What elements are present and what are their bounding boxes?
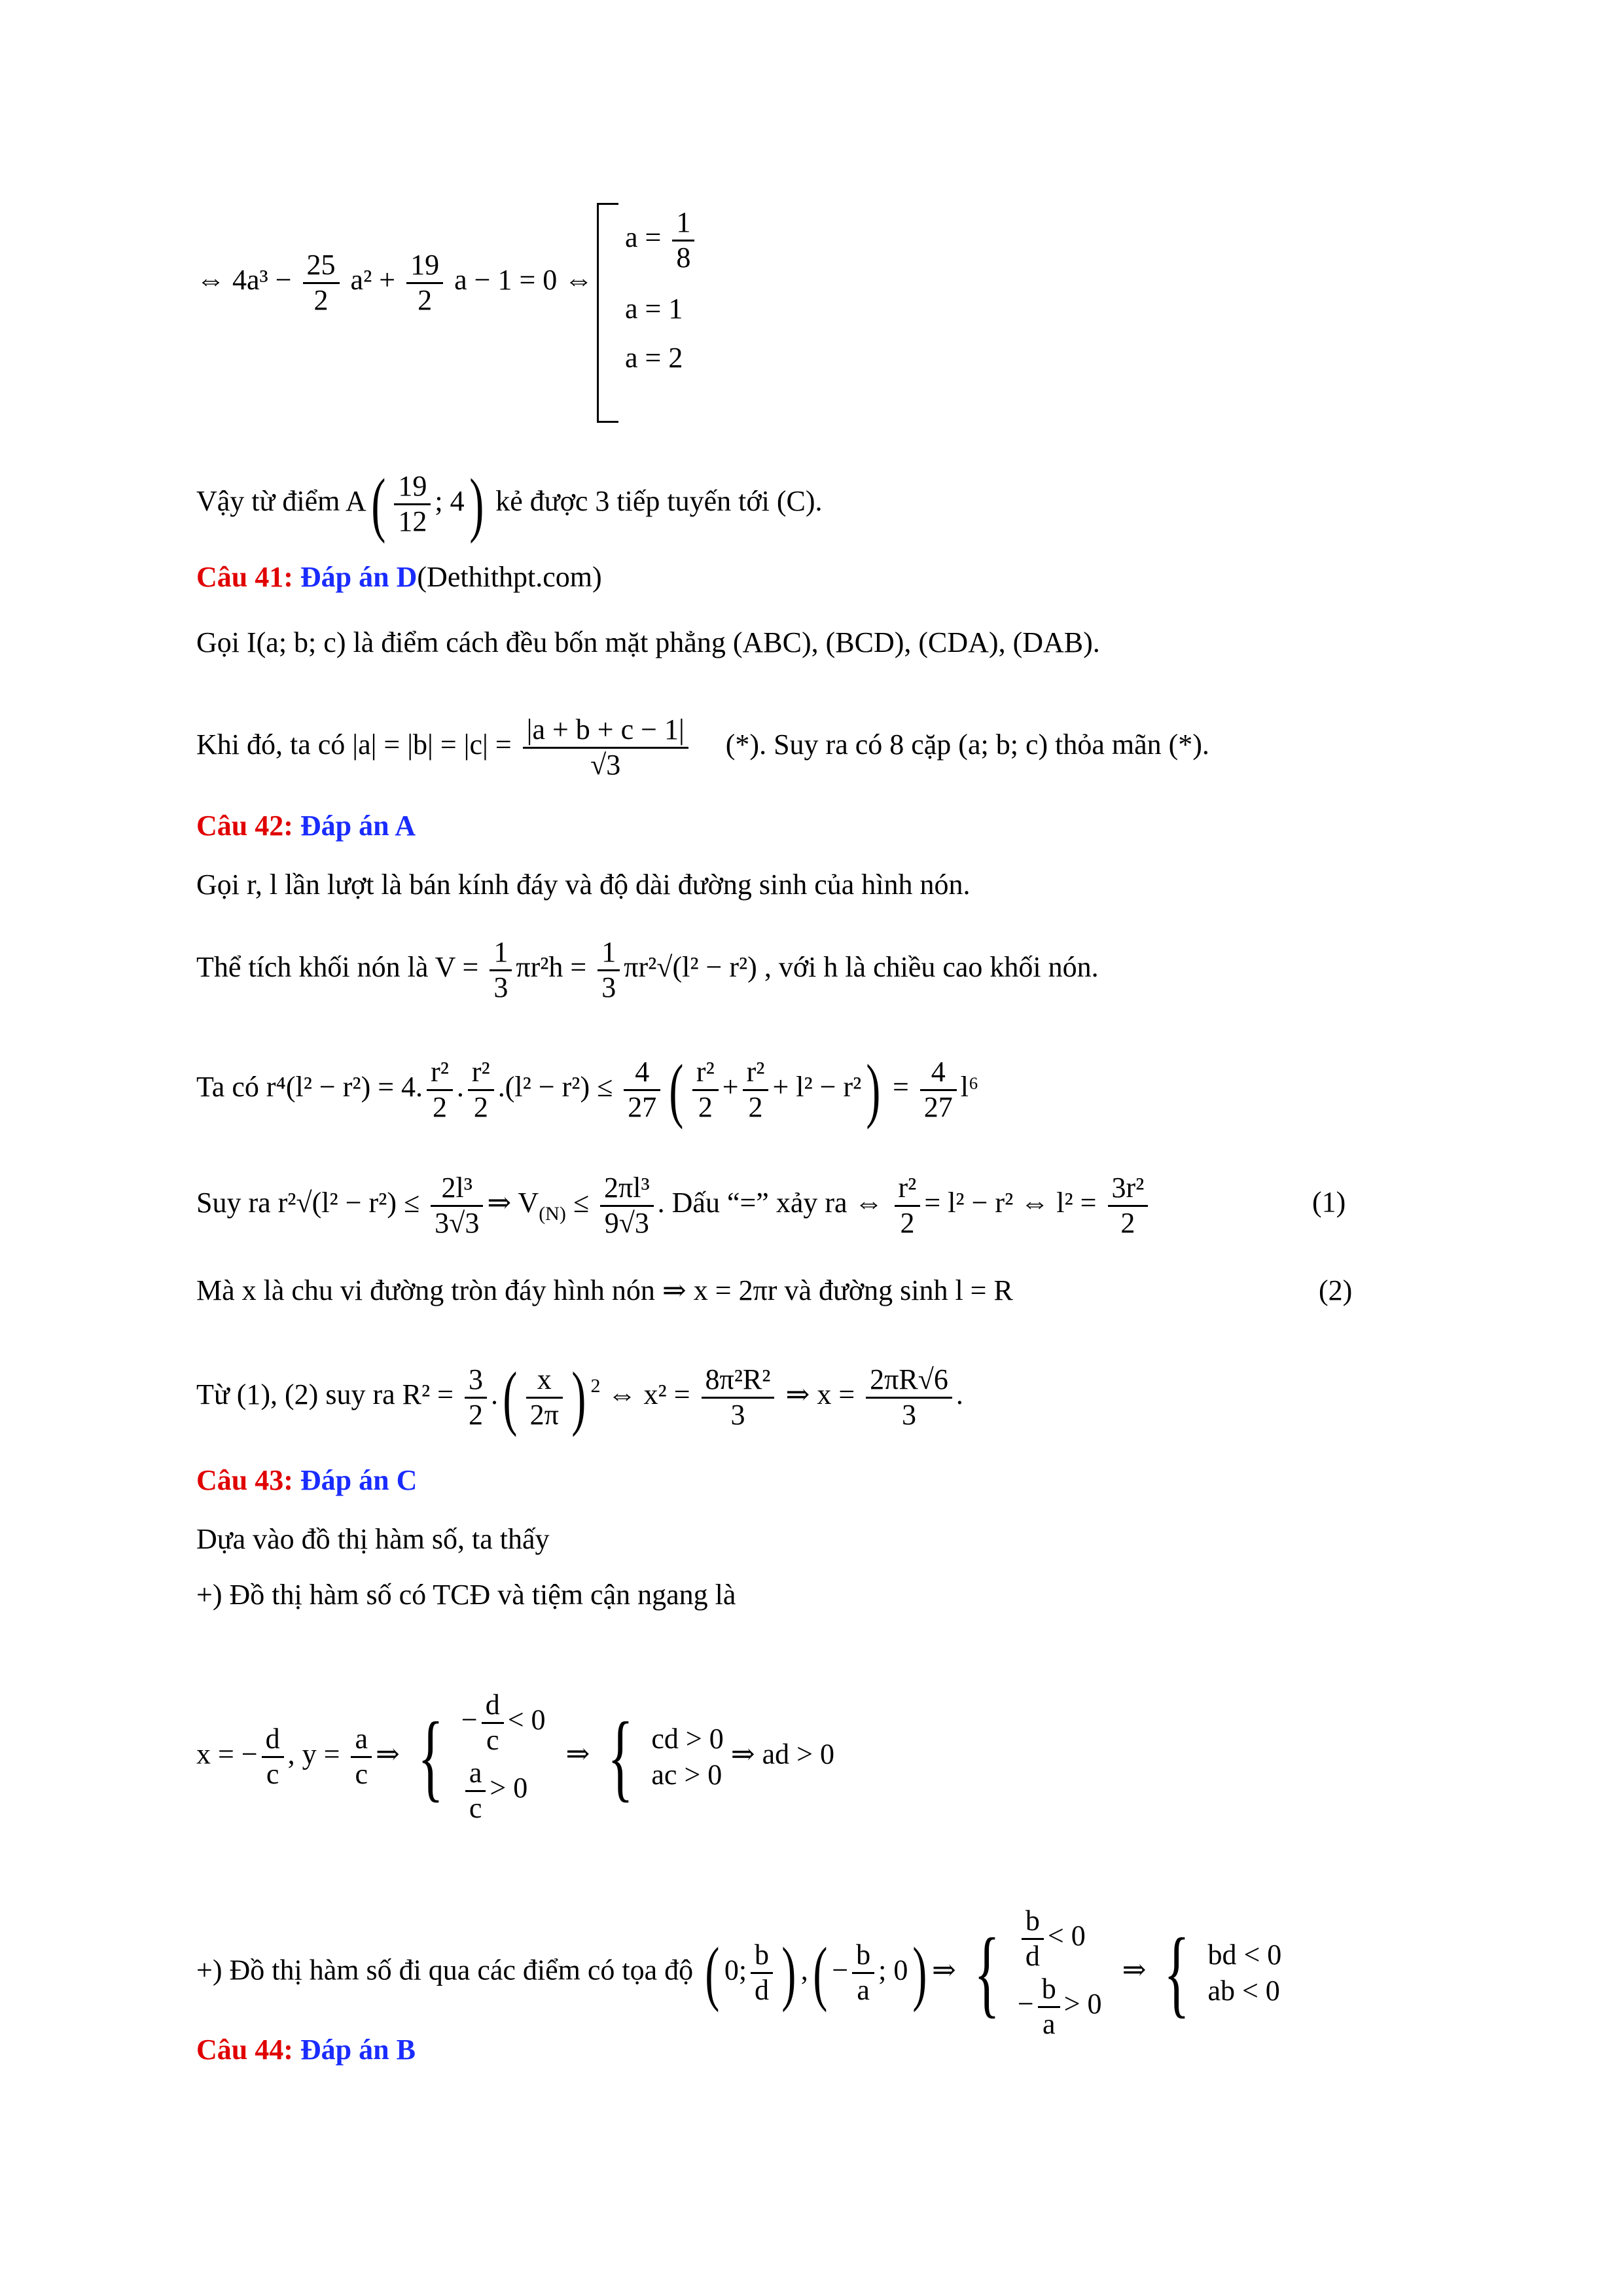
q42-suyra: Suy ra r²√(l² − r²) ≤ $\frac{\text{2l³}}{3√3}$ ⇒ $V_{(N)}$ ≤ $\frac{\text{2πl³}}{9√3}$ . Dấu “=” xảy ra ⇔ $\frac{\text{r²}}{2}$ = l² − r² ⇔ l² = $\frac{\text{3r²}}{2}$ xyxy=(196,1172,1152,1240)
fraction: $\frac{19}{2}$ xyxy=(406,249,443,317)
q41-line1: Gọi I(a; b; c) là điểm cách đều bốn mặt phẳng (ABC), (BCD), (CDA), (DAB). xyxy=(196,626,1100,658)
q43-line2: +) Đồ thị hàm số có TCĐ và tiệm cận ngang là xyxy=(196,1579,736,1611)
q42-inequality: Ta có r⁴(l² − r²) = 4. $\frac{\text{r²}}{2}$ . $\frac{\text{r²}}{2}$ .(l² − r²) ≤ $\frac{4}{27}$ ( $\frac{\text{r²}}{2}$ + $\frac{\text{r²}}{2}$ + l² − r²) = $\frac{4}{27}$ l⁶ xyxy=(196,1050,979,1130)
eq-text: ⇔ 4a³ − xyxy=(196,264,299,296)
q42-heading: Câu 42: Đáp án A xyxy=(196,810,416,842)
case-bracket xyxy=(597,203,618,423)
q43-points: +) Đồ thị hàm số đi qua các điểm có tọa độ ( 0; $\frac{b}{d}$ ) ,( − $\frac{b}{a}$ ; 0) ⇒ { $\frac{b}{d}$ < 0 − $\frac{b}{a}$ > 0 ⇒ { bd < 0 ab < 0 xyxy=(196,1905,1282,2040)
fraction: $\frac{25}{2}$ xyxy=(303,249,340,317)
q44-heading: Câu 44: Đáp án B xyxy=(196,2034,416,2066)
tag-1: (1) xyxy=(1312,1186,1346,1218)
q42-line1: Gọi r, l lần lượt là bán kính đáy và độ dài đường sinh của hình nón. xyxy=(196,869,971,901)
q41-line2: Khi đó, ta có |a| = |b| = |c| = $\frac{|a + b + c - 1|}{√3}$ (*). Suy ra có 8 cặp (a; b; c) thỏa mãn (*). xyxy=(196,713,1209,781)
case-1: a = $\frac{1}{8}$ xyxy=(625,206,698,274)
case-3: a = 2 xyxy=(625,342,683,374)
q43-line1: Dựa vào đồ thị hàm số, ta thấy xyxy=(196,1523,550,1555)
case-2: a = 1 xyxy=(625,293,683,325)
tag-2: (2) xyxy=(1319,1274,1353,1306)
q42-line5: Mà x là chu vi đường tròn đáy hình nón ⇒ x = 2πr và đường sinh l = R xyxy=(196,1274,1013,1306)
cubic-equation xyxy=(196,249,593,317)
q41-heading: Câu 41: Đáp án D(Dethithpt.com) xyxy=(196,561,602,593)
q43-asymptote: x = − $\frac{d}{c}$ , y = $\frac{a}{c}$ ⇒ { − $\frac{d}{c}$ < 0 $\frac{a}{c}$ > 0 ⇒ { cd > 0 ac > 0 ⇒ ad > 0 xyxy=(196,1689,834,1824)
conclusion-line: Vậy từ điểm A( $\frac{19}{12}$ ; 4) kẻ được 3 tiếp tuyến tới (C). xyxy=(196,464,823,544)
eq-text: a − 1 = 0 ⇔ xyxy=(454,264,594,296)
q43-heading: Câu 43: Đáp án C xyxy=(196,1464,418,1496)
q42-result: Từ (1), (2) suy ra R² = $\frac{3}{2}$ .( $\frac{x}{2\pi}$ ) $^2$ ⇔ x² = $\frac{\text{8π²R²}}{3}$ ⇒ x = $\frac{2\pi R√6}{3}$ . xyxy=(196,1357,963,1437)
q42-volume: Thể tích khối nón là V = $\frac{1}{3}$ πr²h = $\frac{1}{3}$ πr²√(l² − r²) , với h là chiều cao khối nón. xyxy=(196,936,1099,1003)
eq-text: a² + xyxy=(350,264,403,296)
